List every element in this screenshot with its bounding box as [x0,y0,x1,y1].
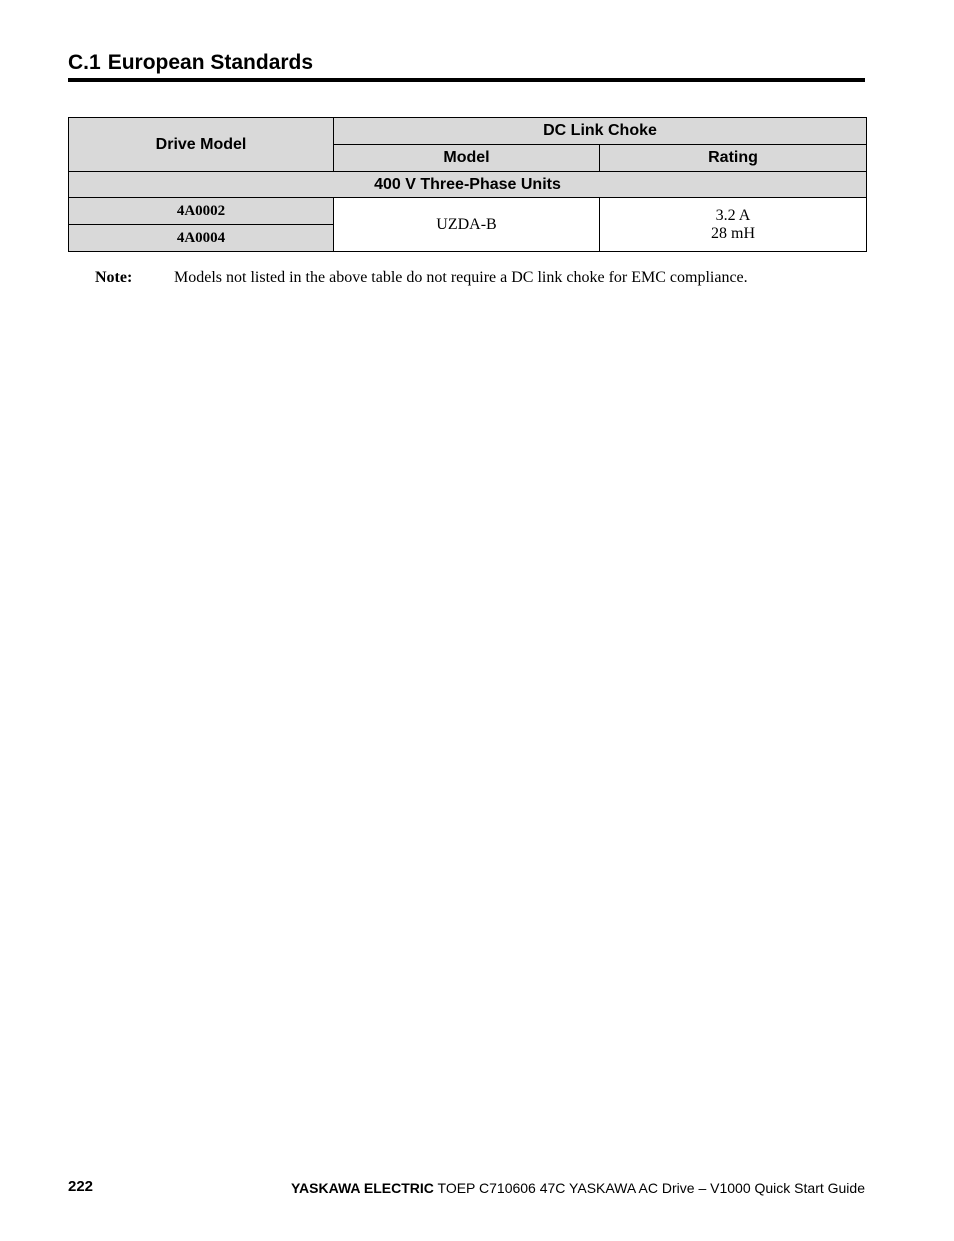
footer-doc-title: TOEP C710606 47C YASKAWA AC Drive – V1000 Quick Start Guide [437,1180,865,1196]
drive-model-cell: 4A0004 [69,225,334,252]
rating-current: 3.2 A [715,206,751,224]
header-drive-model: Drive Model [69,118,334,172]
page-number: 222 [68,1178,94,1195]
table-row [69,198,867,225]
note-text: Models not listed in the above table do not require a DC link choke for EMC compliance. [174,269,748,286]
choke-model-cell: UZDA-B [334,198,600,252]
header-rating: Rating [600,145,867,172]
footer-doc-info [291,1179,865,1197]
choke-rating-cell [600,198,867,252]
header-model: Model [334,145,600,172]
section-title [68,50,313,76]
section-title-text: European Standards [107,51,314,74]
header-dc-link-choke: DC Link Choke [334,118,867,145]
footer-brand: YASKAWA ELECTRIC [291,1180,434,1196]
table-note [95,268,748,288]
rating-inductance: 28 mH [711,224,755,242]
group-row-400v: 400 V Three-Phase Units [69,172,867,198]
section-header [68,50,865,82]
dc-link-choke-table [68,117,867,252]
section-number: C.1 [68,51,101,74]
note-label: Note: [95,269,133,286]
drive-model-cell: 4A0002 [69,198,334,225]
